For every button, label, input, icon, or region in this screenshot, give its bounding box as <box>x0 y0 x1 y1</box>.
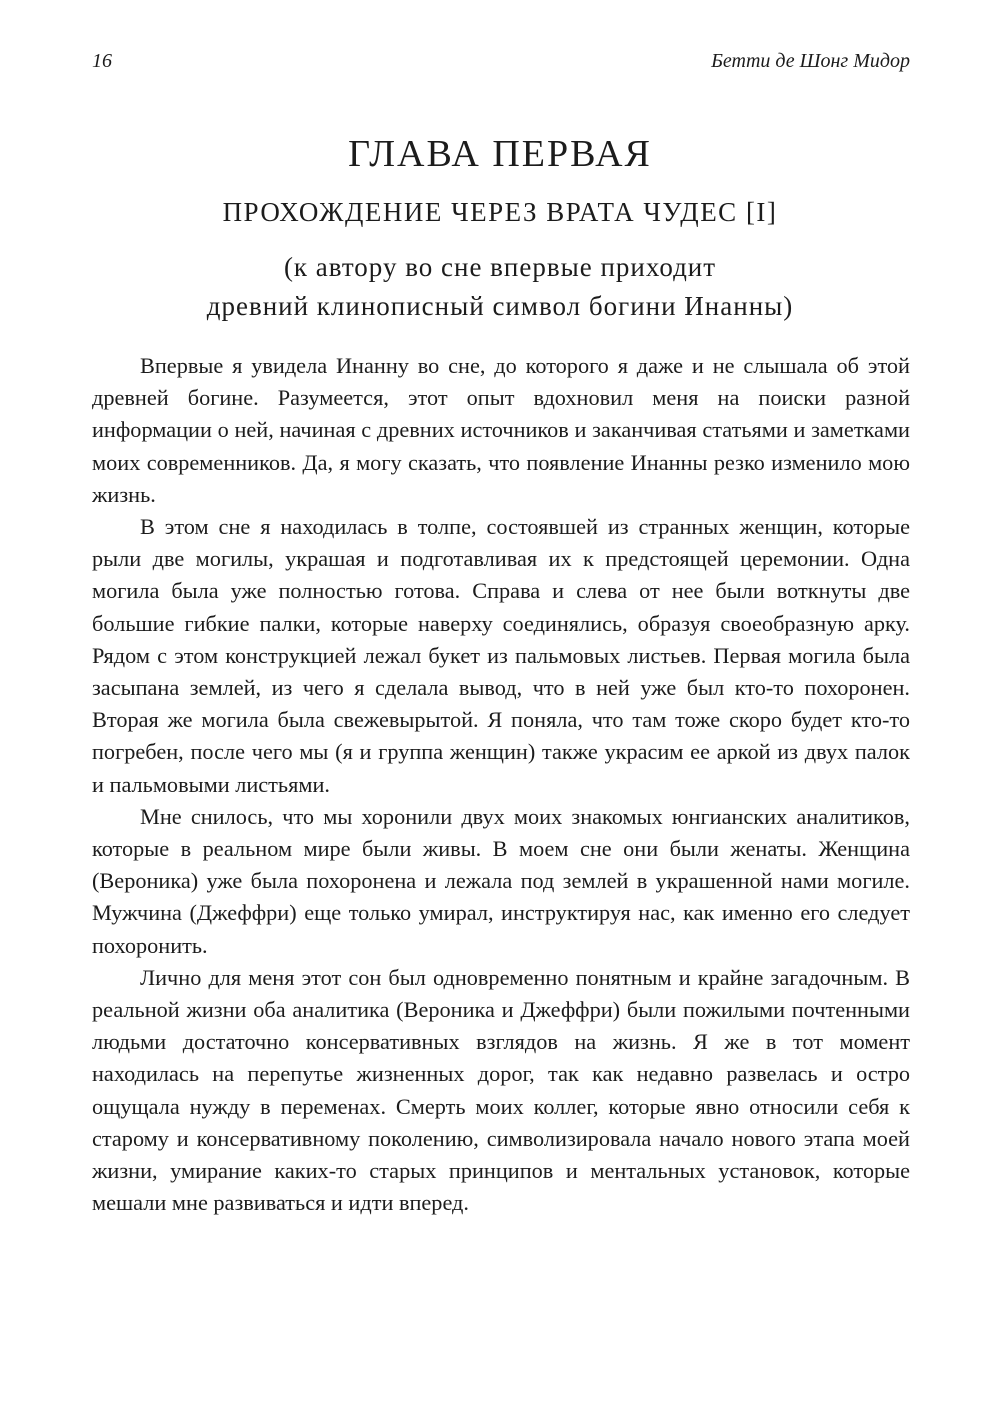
chapter-note-line-1: (к автору во сне впервые приходит <box>283 252 717 282</box>
paragraph-2: В этом сне я находилась в толпе, состоявшей из странных женщин, которые рыли две могилы, украшая и подготавливая их к предстоящей церемонии. Одна могила была уже полностью готова. Справа и слева от нее были воткнуты две большие гибкие палки, которые наверху соединялись, образуя своеобразную арку. Рядом с этом конструкцией лежал букет из пальмовых листьев. Первая могила была засыпана землей, из чего я сделала вывод, что в ней уже был кто-то похоронен. Вторая же могила была свежевырытой. Я поняла, что там тоже скоро будет кто-то погребен, после чего мы (я и группа женщин) также украсим ее аркой из двух палок и пальмовыми листьями. <box>92 514 910 797</box>
paragraph-1: Впервые я увидела Инанну во сне, до которого я даже и не слышала об этой древней богине. Разумеется, этот опыт вдохновил меня на поиски разной информации о ней, начиная с древних источников и заканчивая статьями и заметками моих современников. Да, я могу сказать, что появление Инанны резко изменило мою жизнь. <box>92 353 910 507</box>
running-title: Бетти де Шонг Мидор <box>711 50 910 72</box>
running-header <box>92 50 910 74</box>
chapter-title: ГЛАВА ПЕРВАЯ <box>348 133 652 175</box>
page-number: 16 <box>92 50 112 72</box>
paragraph-4: Лично для меня этот сон был одновременно понятным и крайне загадочным. В реальной жизни оба аналитика (Вероника и Джеффри) были пожилыми почтенными людьми достаточно консервативных взглядов на жизнь. Я же в тот момент находилась на перепутье жизненных дорог, так как недавно развелась и остро ощущала нужду в переменах. Смерть моих коллег, которые явно относили себя к старому и консервативному поколению, символизировала начало нового этапа моей жизни, умирание каких-то старых принципов и ментальных установок, которые мешали мне развиваться и идти вперед. <box>92 964 910 1216</box>
chapter-note-line-2: древний клинописный символ богини Инанны) <box>206 291 794 321</box>
chapter-note <box>0 248 1000 326</box>
paragraph-3: Мне снилось, что мы хоронили двух моих знакомых юнгианских аналитиков, которые в реальном мире были живы. В моем сне они были женаты. Женщина (Вероника) уже была похоронена и лежала под землей в украшенной нами могиле. Мужчина (Джеффри) еще только умирал, инструктируя нас, как именно его следует похоронить. <box>92 803 910 958</box>
body-text <box>92 350 910 1219</box>
chapter-subtitle: ПРОХОЖДЕНИЕ ЧЕРЕЗ ВРАТА ЧУДЕС [I] <box>222 197 778 227</box>
